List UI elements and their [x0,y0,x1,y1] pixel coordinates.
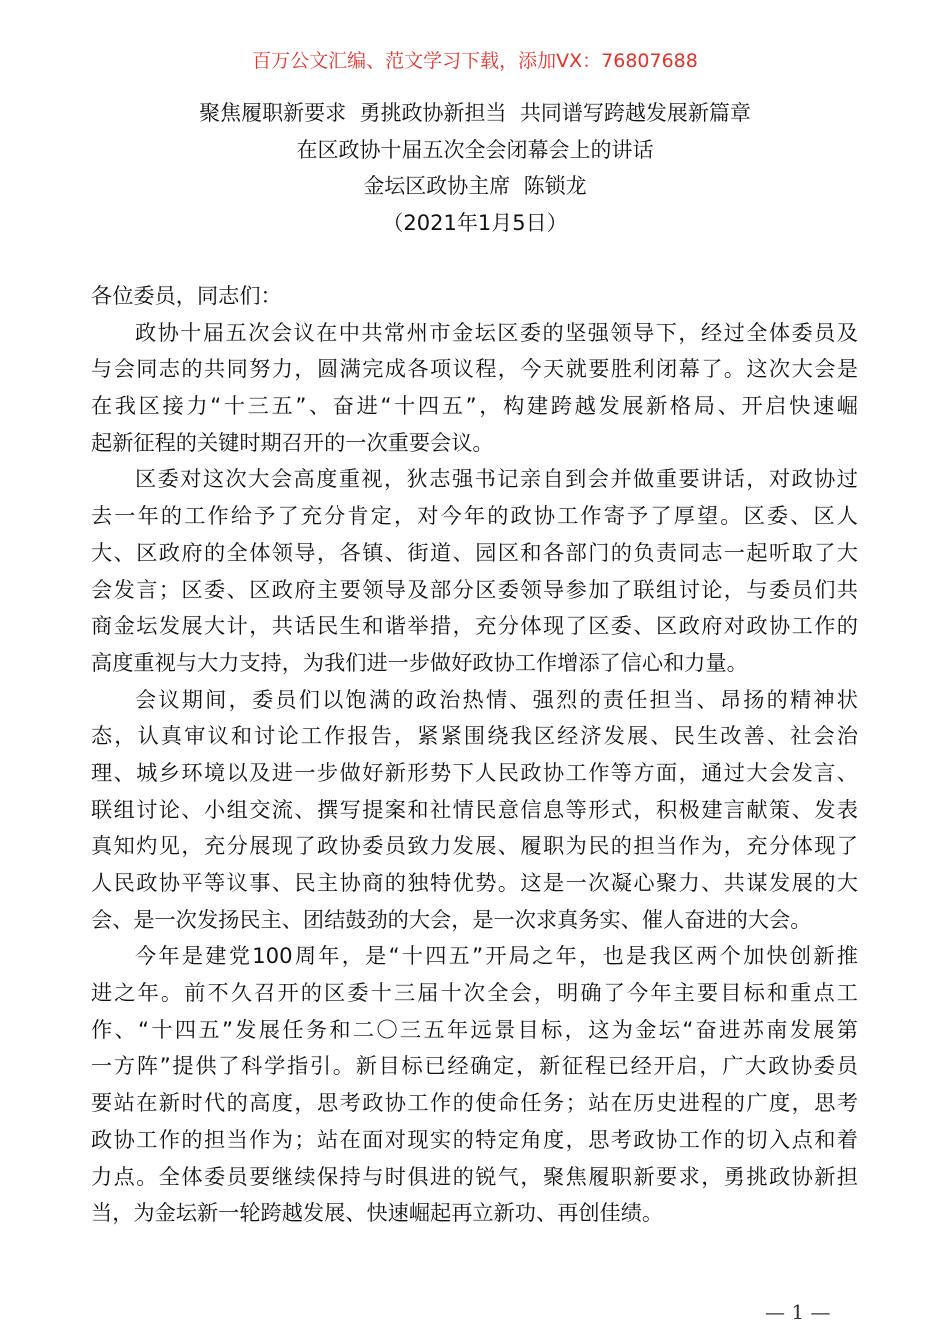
paragraph-line: 会发言；区委、区政府主要领导及部分区委领导参加了联组讨论，与委员们共 [91,576,858,602]
paragraph-line: 起新征程的关键时期召开的一次重要会议。 [91,429,494,455]
paragraph-line: 一方阵”提供了科学指引。新目标已经确定，新征程已经开启，广大政协委员 [91,1053,858,1079]
paragraph-line: 会、是一次发扬民主、团结鼓劲的大会，是一次求真务实、催人奋进的大会。 [91,906,812,932]
paragraph-line: 态，认真审议和讨论工作报告，紧紧围绕我区经济发展、民生改善、社会治 [91,723,858,749]
paragraph-line: 去一年的工作给予了充分肯定，对今年的政协工作寄予了厚望。区委、区人 [91,503,858,529]
paragraph-line: 进之年。前不久召开的区委十三届十次全会，明确了今年主要目标和重点工 [91,980,858,1006]
paragraph-line: 会议期间，委员们以饱满的政治热情、强烈的责任担当、昂扬的精神状 [135,686,858,712]
subtitle: 在区政协十届五次全会闭幕会上的讲话 [296,137,654,162]
paragraph-line: 要站在新时代的高度，思考政协工作的使命任务；站在历史进程的广度，思考 [91,1090,858,1116]
main-title: 聚焦履职新要求 勇挑政协新担当 共同谱写跨越发展新篇章 [199,101,751,125]
paragraph [91,938,858,1232]
page-number: — 1 — [765,1300,831,1324]
speaker: 金坛区政协主席 陈锁龙 [363,174,587,199]
speech-body [91,278,858,1232]
paragraph-line: 大、区政府的全体领导，各镇、街道、园区和各部门的负责同志一起听取了大 [91,539,858,565]
paragraph-line: 联组讨论、小组交流、撰写提案和社情民意信息等形式，积极建言献策、发表 [91,796,858,822]
paragraph-line: 真知灼见，充分展现了政协委员致力发展、履职为民的担当作为，充分体现了 [91,833,858,859]
watermark-header-note: 百万公文汇编、范文学习下载，添加VX：76807688 [252,50,698,72]
paragraph-line: 力点。全体委员要继续保持与时俱进的锐气，聚焦履职新要求，勇挑政协新担 [91,1163,858,1189]
paragraph-line: 人民政协平等议事、民主协商的独特优势。这是一次凝心聚力、共谋发展的大 [91,870,858,895]
paragraph-line: 高度重视与大力支持，为我们进一步做好政协工作增添了信心和力量。 [91,649,748,675]
paragraph-line: 区委对这次大会高度重视，狄志强书记亲自到会并做重要讲话，对政协过 [135,466,858,492]
paragraph [91,682,858,939]
speech-date: （2021年1月5日） [382,211,568,236]
paragraph [91,315,858,462]
salutation: 各位委员，同志们： [91,283,282,308]
paragraph-line: 在我区接力“十三五”、奋进“十四五”，构建跨越发展新格局、开启快速崛 [91,393,858,419]
paragraph-line: 政协十届五次会议在中共常州市金坛区委的坚强领导下，经过全体委员及 [135,319,858,345]
paragraph [91,461,858,681]
paragraph-line: 政协工作的担当作为；站在面对现实的特定角度，思考政协工作的切入点和着 [91,1126,858,1152]
title-block [0,95,950,242]
paragraph-line: 作、“十四五”发展任务和二〇三五年远景目标，这为金坛“奋进苏南发展第 [91,1016,858,1042]
paragraph-line: 与会同志的共同努力，圆满完成各项议程，今天就要胜利闭幕了。这次大会是 [91,356,858,382]
paragraph-line: 今年是建党100周年，是“十四五”开局之年，也是我区两个加快创新推 [135,943,858,969]
paragraph-line: 理、城乡环境以及进一步做好新形势下人民政协工作等方面，通过大会发言、 [91,759,858,785]
paragraph-line: 当，为金坛新一轮跨越发展、快速崛起再立新功、再创佳绩。 [91,1200,664,1226]
paragraph-line: 商金坛发展大计，共话民生和谐举措，充分体现了区委、区政府对政协工作的 [91,613,858,639]
